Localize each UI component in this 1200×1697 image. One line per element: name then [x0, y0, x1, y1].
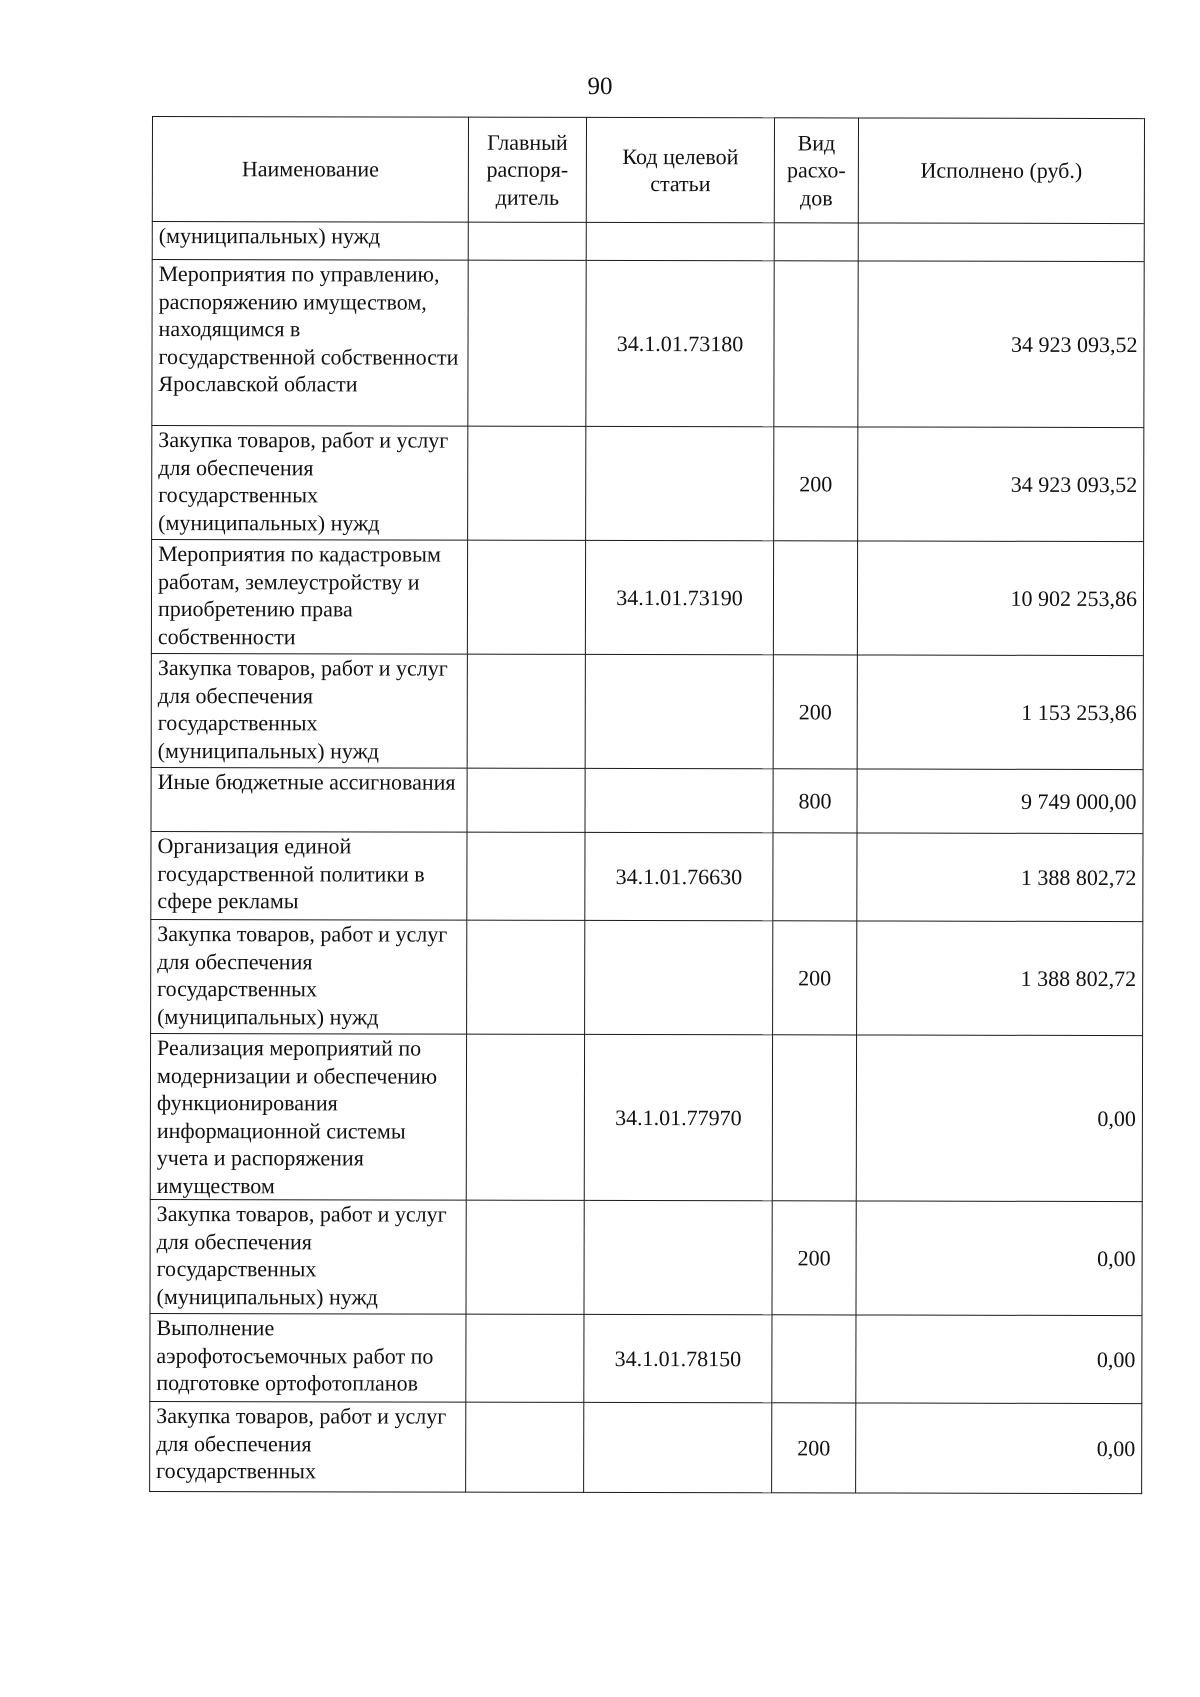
- row-expense-type: [772, 1315, 856, 1403]
- row-name: Мероприятия по управлению, распоряжению имуществом, находящимся в государственной собственности Ярославской области: [152, 260, 468, 427]
- table-row: [152, 426, 1144, 542]
- row-target-article-code: [585, 768, 773, 832]
- row-expense-type: [774, 223, 858, 261]
- row-target-article-code: 34.1.01.73190: [585, 540, 773, 654]
- header-row: [152, 117, 1144, 224]
- row-target-article-code: [584, 1200, 772, 1314]
- row-name: Закупка товаров, работ и услуг для обеспечения государственных: [150, 1401, 466, 1492]
- row-target-article-code: 34.1.01.73180: [586, 260, 774, 426]
- row-executed-amount: 0,00: [856, 1315, 1142, 1404]
- row-chief-administrator: [466, 1402, 584, 1492]
- row-executed-amount: 34 923 093,52: [858, 427, 1144, 542]
- row-name: Реализация мероприятий по модернизации и обеспечению функционирования информационной системы учета и распоряжения имуществом: [150, 1033, 466, 1200]
- page-number: 90: [587, 73, 613, 100]
- row-target-article-code: 34.1.01.78150: [584, 1314, 772, 1402]
- row-target-article-code: [585, 920, 773, 1034]
- row-target-article-code: [585, 654, 773, 768]
- row-executed-amount: 1 153 253,86: [857, 655, 1143, 770]
- row-target-article-code: [584, 1402, 772, 1492]
- row-name: Закупка товаров, работ и услуг для обеспечения государственных (муниципальных) нужд: [151, 653, 467, 768]
- row-target-article-code: [586, 222, 774, 260]
- row-chief-administrator: [468, 426, 586, 540]
- row-chief-administrator: [466, 1034, 584, 1200]
- table-row: [151, 653, 1143, 769]
- table-row: [150, 1401, 1142, 1493]
- header-executed-amount: Исполнено (руб.): [858, 118, 1144, 224]
- row-name: Закупка товаров, работ и услуг для обеспечения государственных (муниципальных) нужд: [151, 919, 467, 1034]
- row-expense-type: 200: [773, 655, 857, 769]
- row-name: Мероприятия по кадастровым работам, землеустройству и приобретению права собственности: [151, 540, 467, 655]
- row-chief-administrator: [467, 768, 585, 832]
- row-chief-administrator: [466, 1200, 584, 1314]
- table-row: [151, 919, 1143, 1035]
- row-name: Иные бюджетные ассигнования: [151, 767, 467, 832]
- row-expense-type: 200: [774, 427, 858, 541]
- row-executed-amount: 9 749 000,00: [857, 769, 1143, 834]
- row-expense-type: 200: [773, 921, 857, 1035]
- row-executed-amount: 10 902 253,86: [857, 541, 1143, 656]
- table-row: [150, 1033, 1142, 1201]
- row-target-article-code: 34.1.01.76630: [585, 832, 773, 920]
- row-expense-type: [773, 541, 857, 655]
- table-row: [151, 767, 1143, 833]
- row-expense-type: 200: [772, 1201, 856, 1315]
- row-chief-administrator: [467, 654, 585, 768]
- row-expense-type: [772, 1035, 856, 1201]
- row-chief-administrator: [467, 540, 585, 654]
- row-name: Организация единой государственной политики в сфере рекламы: [151, 831, 467, 920]
- row-executed-amount: [858, 223, 1144, 262]
- table-row: [151, 540, 1143, 656]
- row-name: (муниципальных) нужд: [152, 222, 468, 261]
- row-chief-administrator: [468, 222, 586, 260]
- row-executed-amount: 34 923 093,52: [858, 261, 1144, 428]
- header-expense-type: Вид расхо-дов: [774, 118, 858, 223]
- row-target-article-code: [586, 426, 774, 540]
- row-executed-amount: 1 388 802,72: [857, 921, 1143, 1036]
- row-expense-type: 800: [773, 769, 857, 833]
- header-chief-administrator: Главный распоря-дитель: [468, 117, 586, 222]
- row-executed-amount: 0,00: [856, 1201, 1142, 1316]
- table-row: [152, 260, 1144, 428]
- row-expense-type: 200: [772, 1403, 856, 1493]
- table-row: [150, 1199, 1142, 1315]
- table-header: [152, 117, 1144, 224]
- table-body: [150, 222, 1145, 1494]
- row-expense-type: [774, 261, 858, 427]
- header-target-article-code: Код целевой статьи: [586, 117, 774, 222]
- row-executed-amount: 1 388 802,72: [857, 833, 1143, 922]
- row-name: Выполнение аэрофотосъемочных работ по подготовке ортофотопланов: [150, 1313, 466, 1402]
- budget-execution-table: [149, 116, 1145, 1494]
- row-chief-administrator: [466, 1314, 584, 1402]
- row-chief-administrator: [468, 260, 586, 426]
- table-row: [152, 222, 1144, 262]
- row-name: Закупка товаров, работ и услуг для обеспечения государственных (муниципальных) нужд: [150, 1199, 466, 1314]
- row-executed-amount: 0,00: [856, 1403, 1142, 1494]
- row-target-article-code: 34.1.01.77970: [584, 1034, 772, 1200]
- row-executed-amount: 0,00: [856, 1035, 1142, 1202]
- row-chief-administrator: [467, 832, 585, 920]
- table-row: [151, 831, 1143, 921]
- row-expense-type: [773, 833, 857, 921]
- table-row: [150, 1313, 1142, 1403]
- row-chief-administrator: [467, 920, 585, 1034]
- header-name: Наименование: [152, 117, 468, 223]
- row-name: Закупка товаров, работ и услуг для обеспечения государственных (муниципальных) нужд: [152, 426, 468, 541]
